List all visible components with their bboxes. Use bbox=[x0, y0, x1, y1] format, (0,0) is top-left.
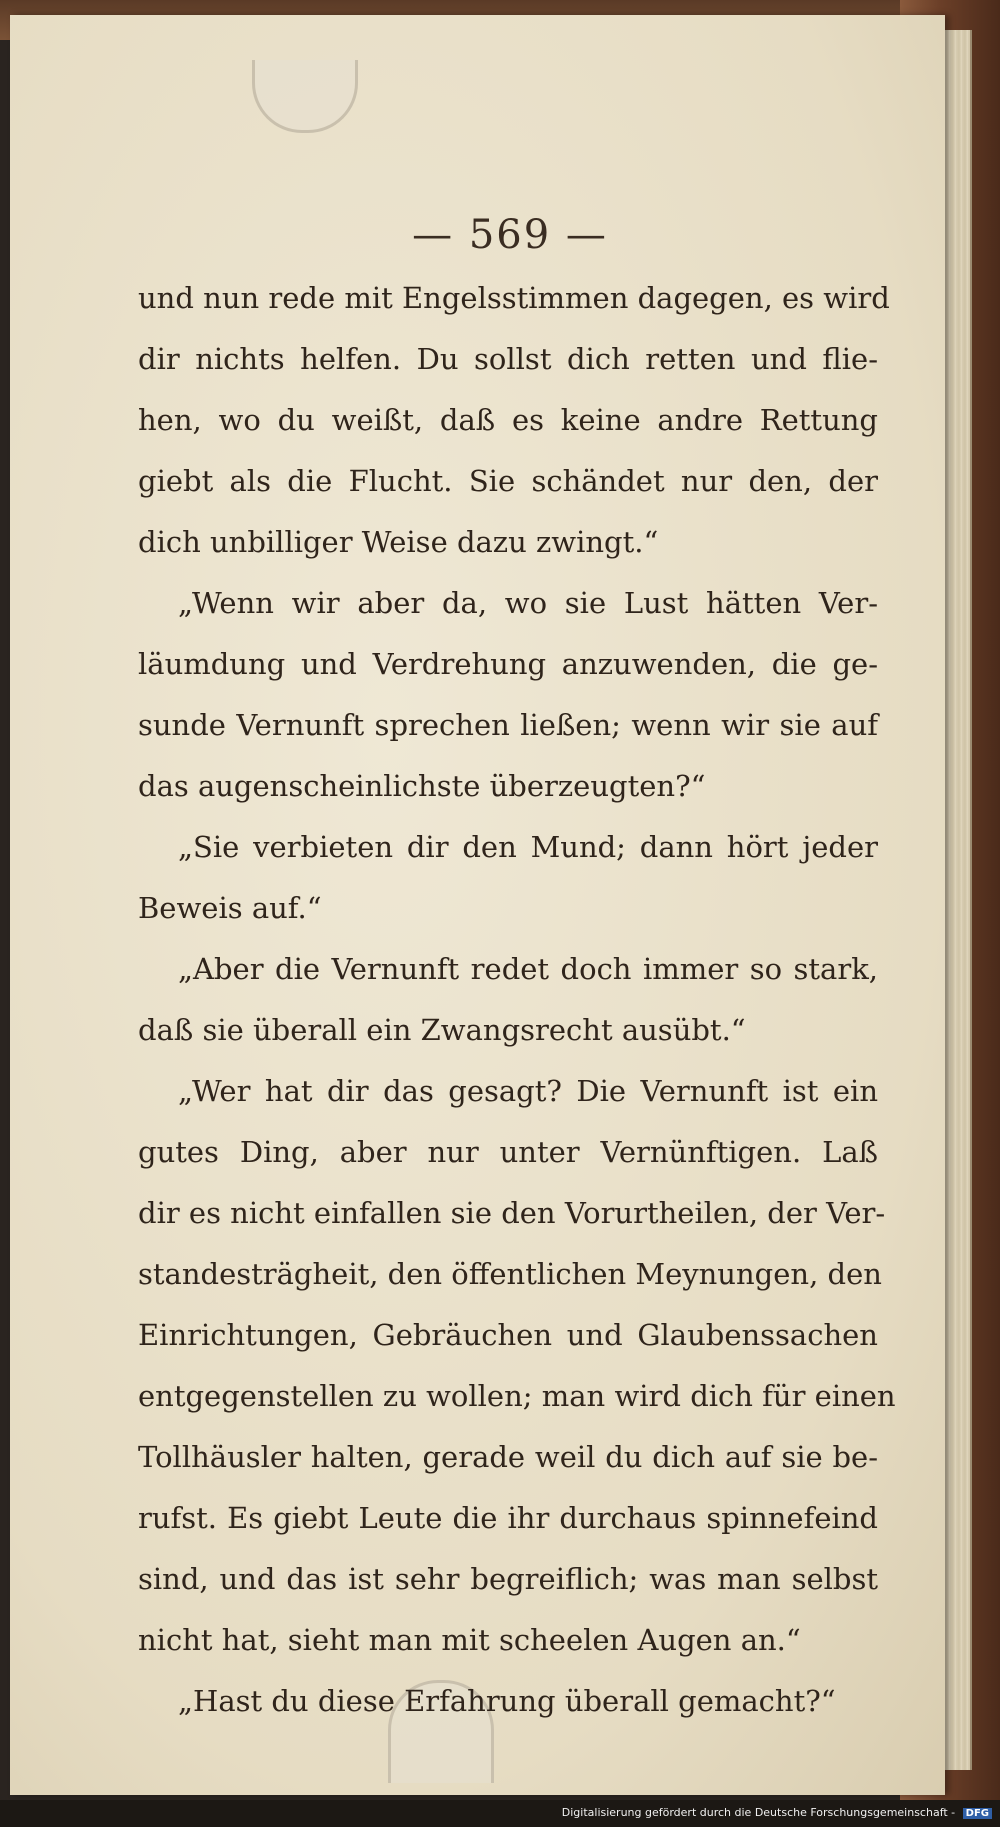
text-line: läumdung und Verdrehung anzuwenden, die ge- bbox=[138, 647, 878, 681]
text-line: „Aber die Vernunft redet doch immer so stark, bbox=[178, 952, 878, 986]
text-line: hen, wo du weißt, daß es keine andre Rettung bbox=[138, 403, 878, 437]
text-line: Einrichtungen, Gebräuchen und Glaubenssachen bbox=[138, 1318, 878, 1352]
dfg-logo: DFG bbox=[963, 1808, 992, 1819]
text-line: das augenscheinlichste überzeugten?“ bbox=[138, 769, 706, 803]
footer-credit-text: Digitalisierung gefördert durch die Deutsche Forschungsgemeinschaft - bbox=[561, 1806, 956, 1819]
text-line: und nun rede mit Engelsstimmen dagegen, es wird bbox=[138, 281, 890, 315]
text-line: Tollhäusler halten, gerade weil du dich auf sie be- bbox=[138, 1440, 878, 1474]
page-number: — 569 — bbox=[412, 212, 608, 258]
text-line: Beweis auf.“ bbox=[138, 891, 322, 925]
text-line: sind, und das ist sehr begreiflich; was man selbst bbox=[138, 1562, 878, 1596]
text-line: „Hast du diese Erfahrung überall gemacht?“ bbox=[178, 1684, 836, 1718]
text-line: „Sie verbieten dir den Mund; dann hört jeder bbox=[178, 830, 878, 864]
text-line: giebt als die Flucht. Sie schändet nur den, der bbox=[138, 464, 878, 498]
text-line: gutes Ding, aber nur unter Vernünftigen. Laß bbox=[138, 1135, 878, 1169]
text-line: dir nichts helfen. Du sollst dich retten und flie- bbox=[138, 342, 878, 376]
footer-credit bbox=[562, 1806, 992, 1819]
text-line: dich unbilliger Weise dazu zwingt.“ bbox=[138, 525, 659, 559]
text-line: daß sie überall ein Zwangsrecht ausübt.“ bbox=[138, 1013, 746, 1047]
text-line: dir es nicht einfallen sie den Vorurtheilen, der Ver- bbox=[138, 1196, 886, 1230]
text-line: entgegenstellen zu wollen; man wird dich für einen bbox=[138, 1379, 896, 1413]
body-text bbox=[138, 268, 896, 1732]
text-line: sunde Vernunft sprechen ließen; wenn wir sie auf bbox=[138, 708, 878, 742]
text-line: nicht hat, sieht man mit scheelen Augen an.“ bbox=[138, 1623, 801, 1657]
text-line: „Wenn wir aber da, wo sie Lust hätten Ver- bbox=[178, 586, 878, 620]
text-line: rufst. Es giebt Leute die ihr durchaus spinnefeind bbox=[138, 1501, 878, 1535]
text-line: „Wer hat dir das gesagt? Die Vernunft ist ein bbox=[178, 1074, 878, 1108]
text-line: standesträgheit, den öffentlichen Meynungen, den bbox=[138, 1257, 882, 1291]
